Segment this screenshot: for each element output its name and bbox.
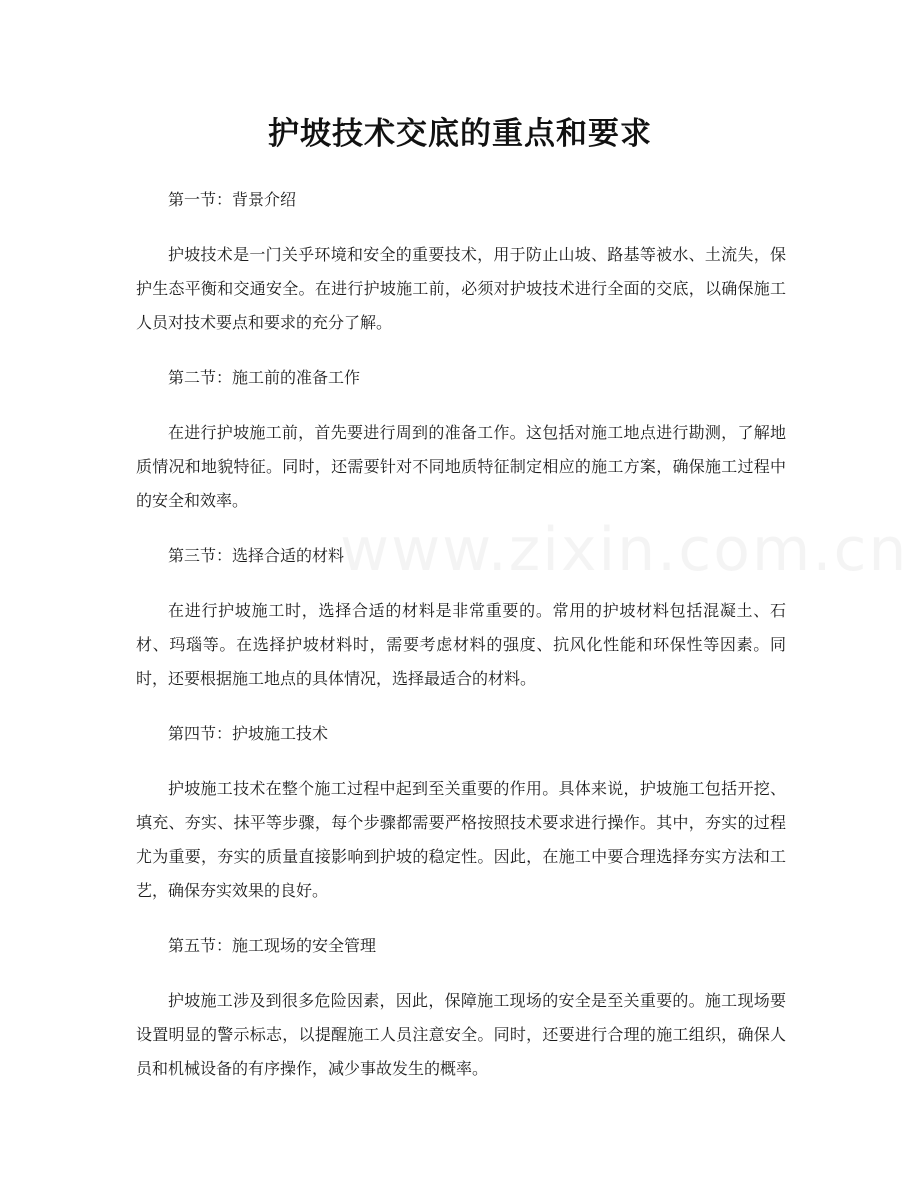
section-heading-4: 第四节：护坡施工技术 [168,724,329,743]
page-title: 护坡技术交底的重点和要求 [268,116,652,152]
section-paragraph-4: 护坡施工技术在整个施工过程中起到至关重要的作用。具体来说，护坡施工包括开挖、填充、夯实、抹平等步骤，每个步骤都需要严格按照技术要求进行操作。其中，夯实的过程尤为重要，夯实的质量直接影响到护坡的稳定性。因此，在施工中要合理选择夯实方法和工艺，确保夯实效果的良好。 [136,779,786,900]
section-heading-1: 第一节：背景介绍 [168,190,297,209]
section-heading-5: 第五节：施工现场的安全管理 [168,936,377,955]
section-paragraph-3: 在进行护坡施工时，选择合适的材料是非常重要的。常用的护坡材料包括混凝土、石材、玛瑙等。在选择护坡材料时，需要考虑材料的强度、抗风化性能和环保性等因素。同时，还要根据施工地点的具体情况，选择最适合的材料。 [136,601,786,688]
section-paragraph-2: 在进行护坡施工前，首先要进行周到的准备工作。这包括对施工地点进行勘测，了解地质情况和地貌特征。同时，还需要针对不同地质特征制定相应的施工方案，确保施工过程中的安全和效率。 [136,423,786,510]
section-heading-2: 第二节：施工前的准备工作 [168,368,361,387]
section-paragraph-5: 护坡施工涉及到很多危险因素，因此，保障施工现场的安全是至关重要的。施工现场要设置明显的警示标志，以提醒施工人员注意安全。同时，还要进行合理的施工组织，确保人员和机械设备的有序操作，减少事故发生的概率。 [136,991,786,1078]
document-body [136,183,786,1107]
section-paragraph-1: 护坡技术是一门关乎环境和安全的重要技术，用于防止山坡、路基等被水、土流失，保护生态平衡和交通安全。在进行护坡施工前，必须对护坡技术进行全面的交底，以确保施工人员对技术要点和要求的充分了解。 [136,245,786,332]
section-heading-3: 第三节：选择合适的材料 [168,546,345,565]
